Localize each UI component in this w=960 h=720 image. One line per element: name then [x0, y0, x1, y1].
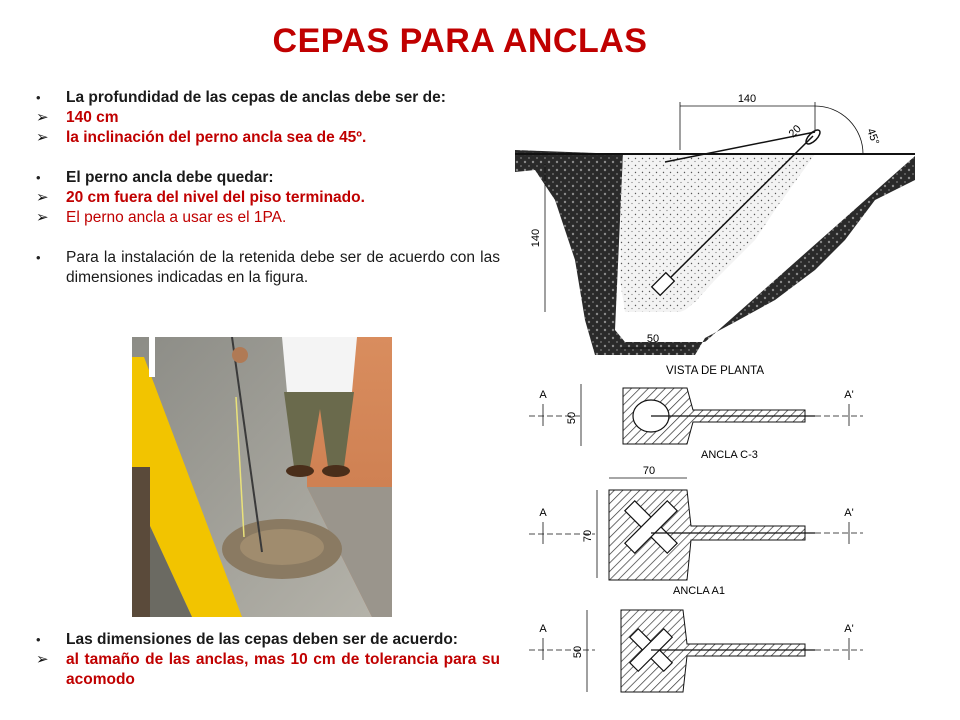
- person-left-leg: [132, 467, 150, 617]
- rod-label: 20: [786, 122, 804, 141]
- arrow-bullet-icon: ➢: [36, 189, 49, 206]
- bullet-inclination: [36, 128, 500, 148]
- section-mark-left: A: [539, 623, 547, 635]
- anchor-name: ANCLA A1: [673, 585, 725, 597]
- bullet-text: 140 cm: [66, 109, 119, 126]
- bullet-depth-heading: [36, 88, 500, 108]
- bullet-rod-height: [36, 188, 500, 208]
- height-label: 50: [566, 411, 578, 425]
- section-mark-right: A': [844, 623, 854, 635]
- bottom-label: 50: [646, 333, 660, 345]
- dimension-notes: [36, 630, 500, 690]
- angle-label: 45°: [864, 126, 882, 147]
- anchor-third-plan: [529, 610, 863, 692]
- pit-fill: [240, 529, 324, 565]
- bullet-text: al tamaño de las anclas, mas 10 cm de tolerancia para su acomodo: [66, 651, 500, 688]
- plan-view-title: VISTA DE PLANTA: [666, 365, 764, 377]
- angle-arc: [815, 106, 863, 154]
- arrow-bullet-icon: ➢: [36, 109, 49, 126]
- bullet-installation: [36, 248, 500, 288]
- bullet-rod-type: [36, 208, 500, 228]
- worker-shoe-right: [322, 465, 350, 477]
- bullet-marker: •: [36, 170, 41, 185]
- field-photo: [132, 337, 392, 617]
- requirements-list: [36, 88, 500, 288]
- section-mark-right: A': [844, 507, 854, 519]
- section-mark-left: A: [539, 507, 547, 519]
- bullet-depth-value: [36, 108, 500, 128]
- height-label: 70: [582, 529, 594, 543]
- anchor-a1-plan: [529, 465, 863, 597]
- page-title: CEPAS PARA ANCLAS: [272, 22, 648, 60]
- bullet-text: 20 cm fuera del nivel del piso terminado.: [66, 189, 365, 206]
- bullet-text: Para la instalación de la retenida debe ser de acuerdo con las dimensiones indicadas en la figura.: [66, 249, 500, 286]
- bullet-rod-heading: [36, 168, 500, 188]
- bullet-text: El perno ancla debe quedar:: [66, 169, 274, 186]
- bullet-marker: •: [36, 90, 41, 105]
- height-label: 50: [572, 645, 584, 659]
- arrow-bullet-icon: ➢: [36, 209, 49, 226]
- bullet-text: La profundidad de las cepas de anclas debe ser de:: [66, 89, 446, 106]
- trench-section: [515, 93, 915, 355]
- bullet-text: la inclinación del perno ancla sea de 45º.: [66, 129, 367, 146]
- width-label: 70: [642, 465, 656, 477]
- section-mark-right: A': [844, 389, 854, 401]
- bullet-text: El perno ancla a usar es el 1PA.: [66, 209, 287, 226]
- bullet-dimensions-heading: [36, 630, 500, 650]
- bullet-marker: •: [36, 632, 41, 647]
- bullet-marker: •: [36, 250, 41, 265]
- field-photo-illustration: [132, 337, 392, 617]
- anchor-technical-drawing: [515, 80, 945, 710]
- arrow-bullet-icon: ➢: [36, 129, 49, 146]
- bullet-dimensions-tolerance: [36, 650, 500, 690]
- section-mark-left: A: [539, 389, 547, 401]
- worker-shoe-left: [286, 465, 314, 477]
- width-label: 140: [737, 93, 757, 105]
- arrow-bullet-icon: ➢: [36, 651, 49, 668]
- worker-shirt: [282, 337, 357, 392]
- bullet-text: Las dimensiones de las cepas deben ser de acuerdo:: [66, 631, 458, 648]
- anchor-c3-plan: [529, 384, 863, 461]
- worker-hand: [232, 347, 248, 363]
- depth-label: 140: [530, 228, 542, 248]
- anchor-name: ANCLA C-3: [701, 449, 758, 461]
